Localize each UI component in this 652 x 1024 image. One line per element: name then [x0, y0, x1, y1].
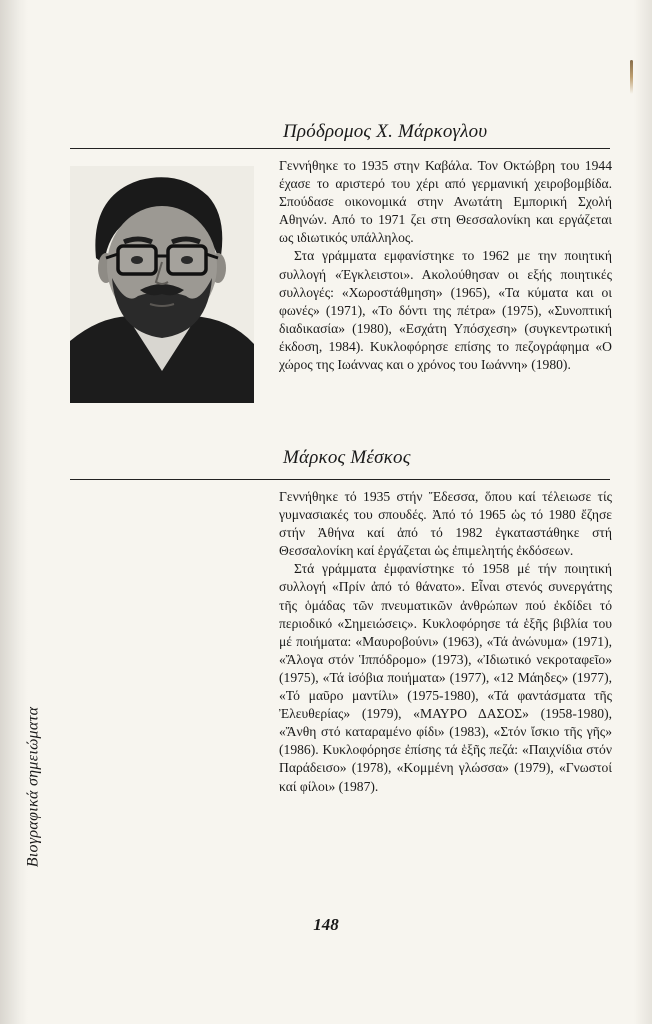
portrait-svg: [70, 166, 254, 403]
entry-2-name: Μάρκος Μέσκος: [283, 447, 411, 468]
entry-1-paragraph-2: Στα γράμματα εμφανίστηκε το 1962 με την ποιητική συλλογή «Έγκλειστοι». Ακολούθησαν οι εξής ποιητικές συλλογές: «Χωροστάθμηση» (1965), «Τα κύματα και οι φωνές» (1971), «Το δόντι της πέτρα» (1975), «Συνοπτική διαδικασία» (1980), «Εσχάτη Υπόσχεση» (συγκεντρωτική έκδοση, 1984). Κυκλοφόρησε επίσης το πεζογράφημα «Ο χώρος της Ιωάννας και ο χρόνος του Ιωάννη» (1980).: [279, 248, 612, 373]
entry-1-name: Πρόδρομος Χ. Μάρκογλου: [283, 121, 488, 142]
entry-1-bio: [279, 157, 612, 374]
entry-2-paragraph-1: Γεννήθηκε τό 1935 στήν Ἔδεσσα, ὅπου καί τέλειωσε τίς γυμνασιακές του σπουδές. Ἀπό τό 1965 ὡς τό 1980 ἔζησε στήν Ἀθήνα καί ἀπό τό 1982 ἐγκαταστάθηκε στή Θεσσαλονίκη καί ἐργάζεται ὡς ἐπιμελητής ἐκδόσεων.: [279, 489, 612, 559]
paper-mark: [630, 60, 633, 94]
author-portrait-photo: [70, 166, 254, 403]
running-side-title: [8, 687, 58, 887]
entry-1-rule: [70, 148, 610, 149]
entry-2-rule: [70, 479, 610, 480]
side-title-text: Βιογραφικά σημειώματα: [24, 706, 42, 868]
page-outer-edge: [634, 0, 652, 1024]
entry-2-bio: [279, 488, 612, 796]
entry-2-paragraph-2: Στά γράμματα ἐμφανίστηκε τό 1958 μέ τήν ποιητική συλλογή «Πρίν ἀπό τό θάνατο». Εἶναι στενός συνεργάτης τῆς ὁμάδας τῶν πνευματικῶν ἀνθρώπων πού ἐκδίδει τό περιοδικό «Σημειώσεις». Κυκλοφόρησε τά ἑξῆς βιβλία του μέ ποιήματα: «Μαυροβούνι» (1963), «Τά ἀνώνυμα» (1971), «Ἄλογα στόν Ἱππόδρομο» (1973), «Ἰδιωτικό νεκροταφεῖο» (1975), «Τά ἰσόβια ποιήματα» (1977), «12 Μάηδες» (1977), «Τό μαῦρο μαντίλι» (1975-1980), «Τά φαντάσματα τῆς Ἐλευθερίας» (1979), «ΜΑΥΡΟ ΔΑΣΟΣ» (1958-1980), «Ἄνθη στό καταραμένο φίδι» (1983), «Στόν ἴσκιο τῆς γῆς» (1986). Κυκλοφόρησε ἐπίσης τά ἑξῆς πεζά: «Παιχνίδια στόν Παράδεισο» (1978), «Κομμένη γλώσσα» (1979), «Γνωστοί καί φίλοι» (1987).: [279, 561, 612, 794]
entry-1-paragraph-1: Γεννήθηκε το 1935 στην Καβάλα. Τον Οκτώβρη του 1944 έχασε το αριστερό του χέρι από γερμανική χειροβομβίδα. Σπούδασε οικονομικά στην Ανωτάτη Εμπορική Σχολή Αθηνών. Από το 1971 ζει στη Θεσσαλονίκη και εργάζεται ως ιδιωτικός υπάλληλος.: [279, 158, 612, 246]
page-number: 148: [313, 915, 339, 934]
